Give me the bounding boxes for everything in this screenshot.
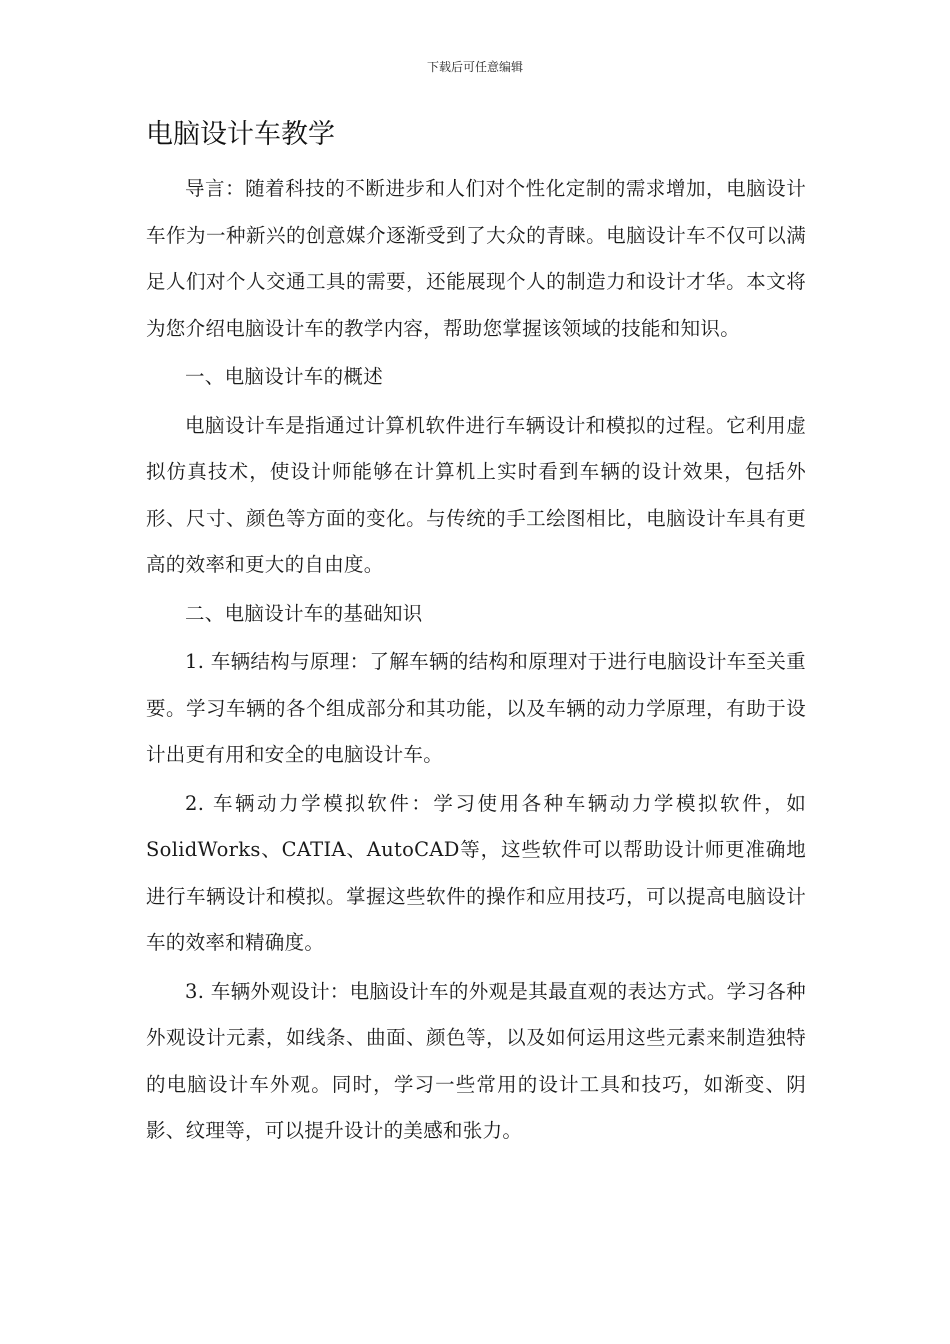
section2-heading: 二、电脑设计车的基础知识 — [185, 601, 423, 625]
document-title: 电脑设计车教学 — [146, 119, 335, 150]
document-body — [146, 116, 806, 1157]
section1-heading: 一、电脑设计车的概述 — [185, 365, 384, 388]
section1-paragraph: 电脑设计车是指通过计算机软件进行车辆设计和模拟的过程。它利用虚拟仿真技术，使设计师能够在计算机上实时看到车辆的设计效果，包括外形、尺寸、颜色等方面的变化。与传统的手工绘图相比，电脑设计车具有更高的效率和更大的自由度。 — [146, 413, 806, 576]
list-item-vehicle-structure: 1. 车辆结构与原理：了解车辆的结构和原理对于进行电脑设计车至关重要。学习车辆的各个组成部分和其功能，以及车辆的动力学原理，有助于设计出更有用和安全的电脑设计车。 — [146, 650, 806, 766]
list-item-dynamics-software: 2. 车辆动力学模拟软件：学习使用各种车辆动力学模拟软件，如SolidWorks、CATIA、AutoCAD等，这些软件可以帮助设计师更准确地进行车辆设计和模拟。掌握这些软件的操作和应用技巧，可以提高电脑设计车的效率和精确度。 — [146, 791, 806, 954]
list-item-exterior-design: 3. 车辆外观设计：电脑设计车的外观是其最直观的表达方式。学习各种外观设计元素，如线条、曲面、颜色等，以及如何运用这些元素来制造独特的电脑设计车外观。同时，学习一些常用的设计工具和技巧，如渐变、阴影、纹理等，可以提升设计的美感和张力。 — [146, 979, 806, 1142]
intro-paragraph: 导言：随着科技的不断进步和人们对个性化定制的需求增加，电脑设计车作为一种新兴的创意媒介逐渐受到了大众的青睐。电脑设计车不仅可以满足人们对个人交通工具的需要，还能展现个人的制造力和设计才华。本文将为您介绍电脑设计车的教学内容，帮助您掌握该领域的技能和知识。 — [146, 177, 806, 340]
page-header-note: 下载后可任意编辑 — [426, 60, 523, 74]
